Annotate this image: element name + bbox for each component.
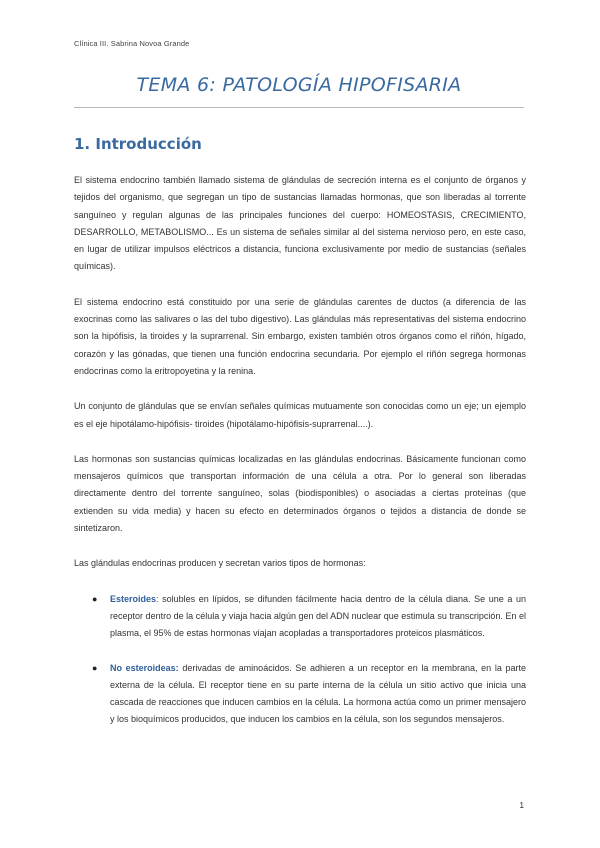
paragraph-intro: El sistema endocrino también llamado sistema de glándulas de secreción interna es el conjunto de órganos y tejidos del organismo, que segregan un tipo de sustancias llamadas hormonas, que son liberadas al torrente sanguíneo y regulan algunas de las principales funciones del cuerpo: HOMEOSTASIS, CRECIMIENTO, DESARROLLO, METABOLISMO... Es un sistema de señales similar al del sistema nervioso pero, en este caso, en lugar de utilizar impulsos eléctricos a distancia, funciona exclusivamente por medio de sustancias (señales químicas).: [74, 175, 526, 272]
term-description: derivadas de aminoácidos. Se adhieren a un receptor en la membrana, en la parte externa de la célula. El receptor tiene en su parte interna de la célula un sitio activo que inicia una cascada de reacciones que inducen cambios en la célula. La hormona actúa como un primer mensajero y los bioquímicos producidos, que inducen los cambios en la célula, son los segundos mensajeros.: [110, 662, 527, 725]
paragraph-glands: El sistema endocrino está constituido por una serie de glándulas carentes de ductos (a diferencia de las exocrinas como las salivares o las del tubo digestivo). Las glándulas más representativas del sistema endocrino son la hipófisis, la tiroides y la suprarrenal. Sin embargo, existen también otros órganos como el riñón, hígado, corazón y las gónadas, que tienen una función endocrina secundaria. Por ejemplo el riñón segrega hormonas endocrinas como la eritropoyetina y la renina.: [74, 296, 526, 376]
title-block: [74, 74, 524, 96]
paragraph-axis: Un conjunto de glándulas que se envían señales químicas mutuamente son conocidas como un eje; un ejemplo es el eje hipotálamo-hipófisis- tiroides (hipotálamo-hipófisis-suprarrenal....).: [74, 401, 526, 429]
term-description: : solubles en lípidos, se difunden fácilmente hacia dentro de la célula diana. Se une a un receptor dentro de la célula y viaja hacia algún gen del ADN nuclear que estimula su transcripción. En el plasma, el 95% de estas hormonas viajan acopladas a transportadores proteicos plasmáticos.: [110, 593, 526, 639]
page-title: TEMA 6: PATOLOGÍA HIPOFISARIA: [136, 74, 462, 96]
document-header: Clínica III. Sabrina Novoa Grande: [74, 39, 190, 48]
hormone-types-list: [74, 591, 526, 729]
bullet-dot-icon: ●: [92, 593, 98, 604]
list-item: [92, 591, 526, 643]
title-underline-divider: [74, 107, 524, 108]
list-item: [92, 660, 527, 729]
bullet-dot-icon: ●: [92, 662, 98, 673]
document-body: [74, 172, 526, 746]
paragraph-hormone-types: Las glándulas endocrinas producen y secretan varios tipos de hormonas:: [74, 558, 366, 569]
paragraph-hormones: Las hormonas son sustancias químicas localizadas en las glándulas endocrinas. Básicamente funcionan como mensajeros químicos que transportan información de una célula a otra. Por lo general son liberadas directamente dentro del torrente sanguíneo, solas (biodisponibles) o asociadas a ciertas proteínas (que extienden su vida media) y hacen su efecto en determinados órganos o tejidos a distancia de donde se sintetizaron.: [74, 453, 526, 534]
term-steroids: Esteroides: [110, 593, 157, 604]
term-non-steroids: No esteroideas:: [110, 662, 179, 673]
page-number: 1: [519, 801, 524, 810]
section-heading: 1. Introducción: [74, 135, 202, 153]
